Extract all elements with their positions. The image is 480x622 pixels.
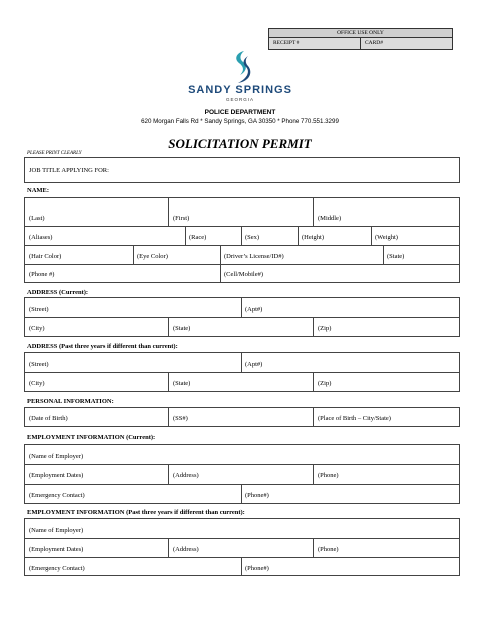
employment-current-box bbox=[24, 444, 460, 504]
sex-field[interactable]: (Sex) bbox=[245, 234, 260, 241]
last-name-field[interactable]: (Last) bbox=[29, 215, 45, 222]
current-street-field[interactable]: (Street) bbox=[29, 306, 49, 313]
eye-color-field[interactable]: (Eye Color) bbox=[137, 253, 168, 260]
employment-past-heading: EMPLOYMENT INFORMATION (Past three years if different than current): bbox=[27, 509, 245, 516]
address-past-heading: ADDRESS (Past three years if different than current): bbox=[27, 343, 178, 350]
aliases-field[interactable]: (Aliases) bbox=[29, 234, 53, 241]
current-employer-address-field[interactable]: (Address) bbox=[173, 472, 199, 479]
past-street-field[interactable]: (Street) bbox=[29, 361, 49, 368]
ssn-field[interactable]: (SS#) bbox=[173, 415, 188, 422]
employment-past-box bbox=[24, 518, 460, 576]
current-state-field[interactable]: (State) bbox=[173, 325, 191, 332]
dob-field[interactable]: (Date of Birth) bbox=[29, 415, 68, 422]
past-employment-dates-field[interactable]: (Employment Dates) bbox=[29, 546, 84, 553]
department-title: POLICE DEPARTMENT bbox=[204, 109, 276, 116]
past-emergency-phone-field[interactable]: (Phone#) bbox=[245, 565, 269, 572]
current-city-field[interactable]: (City) bbox=[29, 325, 45, 332]
past-city-field[interactable]: (City) bbox=[29, 380, 45, 387]
address-current-heading: ADDRESS (Current): bbox=[27, 289, 89, 296]
current-employment-dates-field[interactable]: (Employment Dates) bbox=[29, 472, 84, 479]
personal-heading: PERSONAL INFORMATION: bbox=[27, 398, 114, 405]
print-note: PLEASE PRINT CLEARLY bbox=[27, 151, 82, 156]
employment-current-heading: EMPLOYMENT INFORMATION (Current): bbox=[27, 434, 156, 441]
hair-color-field[interactable]: (Hair Color) bbox=[29, 253, 62, 260]
weight-field[interactable]: (Weight) bbox=[375, 234, 398, 241]
height-field[interactable]: (Height) bbox=[302, 234, 325, 241]
current-emergency-phone-field[interactable]: (Phone#) bbox=[245, 492, 269, 499]
cell-field[interactable]: (Cell/Mobile#) bbox=[224, 271, 263, 278]
past-emergency-contact-field[interactable]: (Emergency Contact) bbox=[29, 565, 85, 572]
past-apt-field[interactable]: (Apt#) bbox=[245, 361, 263, 368]
job-title-label: JOB TITLE APPLYING FOR: bbox=[29, 167, 109, 174]
brand-name: SANDY SPRINGS bbox=[188, 84, 292, 96]
past-employer-address-field[interactable]: (Address) bbox=[173, 546, 199, 553]
receipt-field: RECEIPT # bbox=[269, 38, 361, 49]
current-employer-field[interactable]: (Name of Employer) bbox=[29, 453, 84, 460]
personal-box bbox=[24, 407, 460, 427]
department-address: 620 Morgan Falls Rd * Sandy Springs, GA 30350 * Phone 770.551.3299 bbox=[141, 118, 339, 125]
license-field[interactable]: (Driver’s License/ID#) bbox=[224, 253, 284, 260]
sandy-springs-logo-icon bbox=[228, 50, 254, 84]
past-state-field[interactable]: (State) bbox=[173, 380, 191, 387]
birthplace-field[interactable]: (Place of Birth – City/State) bbox=[318, 415, 391, 422]
license-state-field[interactable]: (State) bbox=[387, 253, 405, 260]
current-employer-phone-field[interactable]: (Phone) bbox=[318, 472, 339, 479]
brand-state: GEORGIA bbox=[225, 97, 254, 102]
first-name-field[interactable]: (First) bbox=[173, 215, 190, 222]
card-field: CARD# bbox=[365, 40, 384, 46]
past-employer-field[interactable]: (Name of Employer) bbox=[29, 527, 84, 534]
current-apt-field[interactable]: (Apt#) bbox=[245, 306, 263, 313]
current-zip-field[interactable]: (Zip) bbox=[318, 325, 332, 332]
current-emergency-contact-field[interactable]: (Emergency Contact) bbox=[29, 492, 85, 499]
past-employer-phone-field[interactable]: (Phone) bbox=[318, 546, 339, 553]
office-use-header: OFFICE USE ONLY bbox=[269, 29, 452, 38]
middle-name-field[interactable]: (Middle) bbox=[318, 215, 342, 222]
name-heading: NAME: bbox=[27, 187, 50, 194]
race-field[interactable]: (Race) bbox=[189, 234, 207, 241]
past-zip-field[interactable]: (Zip) bbox=[318, 380, 332, 387]
office-use-box bbox=[268, 28, 453, 50]
phone-field[interactable]: (Phone #) bbox=[29, 271, 55, 278]
form-title: SOLICITATION PERMIT bbox=[168, 136, 312, 151]
